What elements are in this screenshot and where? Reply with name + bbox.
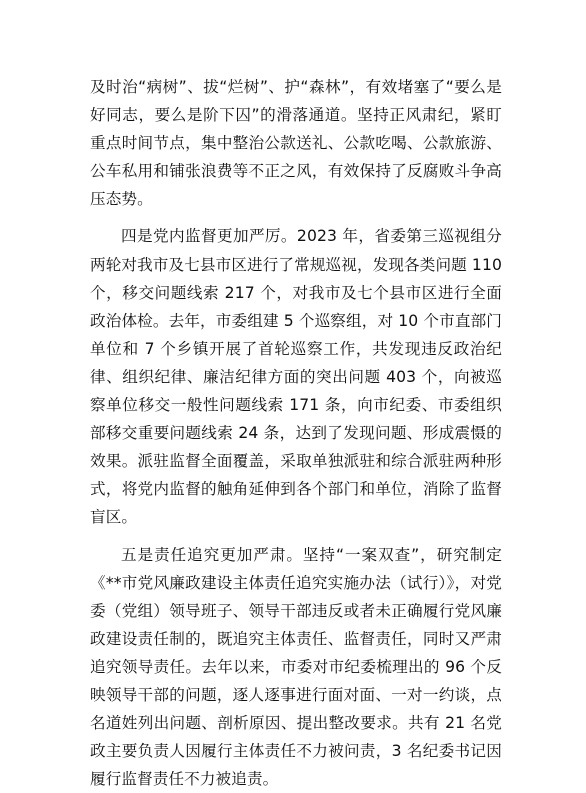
paragraph-continuation: 及时治“病树”、拔“烂树”、护“森林”，有效堵塞了“要么是好同志，要么是阶下囚”的滑落通道。坚持正风肃纪，紧盯重点时间节点，集中整治公款送礼、公款吃喝、公款旅游、公车私用和铺张浪费等不正之风，有效保持了反腐败斗争高压态势。 [90, 73, 502, 213]
paragraph-accountability: 五是责任追究更加严肃。坚持“一案双查”，研究制定《**市党风廉政建设主体责任追究实施办法（试行）》，对党委（党组）领导班子、领导干部违反或者未正确履行党风廉政建设责任制的，既追究主体责任、监督责任，同时又严肃追究领导责任。去年以来，市委对市纪委梳理出的 96 个反映领导干部的问题，逐人逐事进行面对面、一对一约谈，点名道姓列出问题、剖析原因、提出整改要求。共有 21 名党政主要负责人因履行主体责任不力被问责，3 名纪委书记因履行监督责任不力被追责。 [90, 541, 502, 793]
paragraph-party-supervision: 四是党内监督更加严厉。2023 年，省委第三巡视组分两轮对我市及七县市区进行了常规巡视，发现各类问题 110 个，移交问题线索 217 个，对我市及七个县市区进行全面政治体检。去年，市委组建 5 个巡察组，对 10 个市直部门单位和 7 个乡镇开展了首轮巡察工作，共发现违反政治纪律、组织纪律、廉洁纪律方面的突出问题 403 个，向被巡察单位移交一般性问题线索 171 条，向市纪委、市委组织部移交重要问题线索 24 条，达到了发现问题、形成震慑的效果。派驻监督全面覆盖，采取单独派驻和综合派驻两种形式，将党内监督的触角延伸到各个部门和单位，消除了监督盲区。 [90, 222, 502, 531]
document-body [90, 73, 502, 793]
